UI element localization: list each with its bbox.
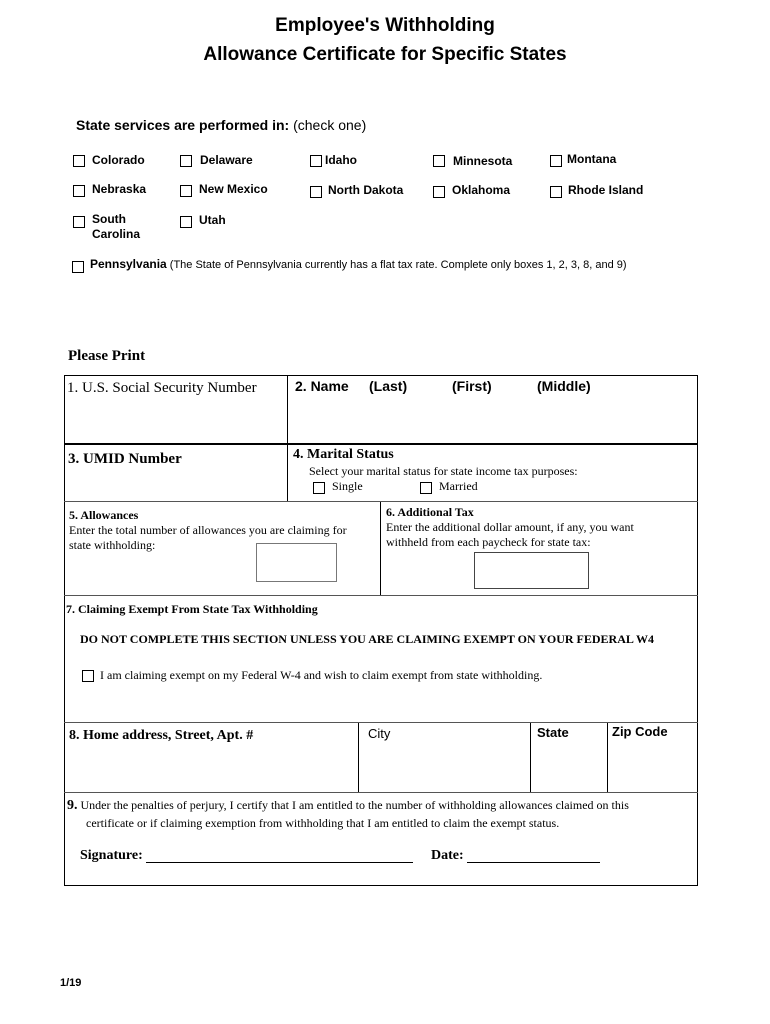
additional-tax-label: 6. Additional Tax (386, 505, 474, 519)
marital-label: 4. Marital Status (293, 447, 394, 462)
checkbox-nebraska[interactable] (73, 185, 85, 197)
marital-single-label: Single (332, 479, 363, 493)
checkbox-colorado[interactable] (73, 155, 85, 167)
checkbox-marital-single[interactable] (313, 482, 325, 494)
name-last-label: (Last) (369, 378, 408, 394)
exempt-label: 7. Claiming Exempt From State Tax Withholding (66, 602, 318, 616)
certification-number: 9. (67, 798, 78, 813)
state-label-idaho: Idaho (325, 153, 357, 167)
states-heading (76, 117, 366, 133)
allowances-label: 5. Allowances (69, 508, 139, 522)
additional-tax-desc-line1: Enter the additional dollar amount, if any, you want (386, 520, 634, 534)
name-label: 2. Name (295, 378, 349, 394)
divider-row3 (64, 595, 698, 596)
certification-text-line2: certificate or if claiming exemption from withholding that I am entitled to claim the exempt status. (86, 816, 560, 830)
state-label-south-carolina (92, 212, 140, 242)
form-title-line1: Employee's Withholding (275, 15, 495, 36)
divider-row4 (64, 722, 698, 723)
divider-ssn-name (287, 375, 288, 444)
checkbox-south-carolina[interactable] (73, 216, 85, 228)
city-label: City (368, 726, 391, 741)
state-label-delaware: Delaware (200, 153, 253, 167)
address-label: 8. Home address, Street, Apt. # (69, 728, 254, 743)
additional-tax-input[interactable] (474, 552, 589, 589)
checkbox-rhode-island[interactable] (550, 186, 562, 198)
checkbox-minnesota[interactable] (433, 155, 445, 167)
state-label-utah: Utah (199, 213, 226, 227)
checkbox-oklahoma[interactable] (433, 186, 445, 198)
divider-row1 (64, 443, 698, 445)
state-label-minnesota: Minnesota (453, 154, 513, 168)
states-heading-bold: State services are performed in: (76, 117, 290, 133)
page-code: 1/19 (60, 977, 82, 989)
additional-tax-desc-line2: withheld from each paycheck for state tax: (386, 535, 591, 549)
signature-label: Signature: (80, 848, 143, 863)
divider-umid-marital (287, 444, 288, 501)
checkbox-delaware[interactable] (180, 155, 192, 167)
checkbox-idaho[interactable] (310, 155, 322, 167)
form-title-line2: Allowance Certificate for Specific States (203, 44, 567, 65)
state-label-new-mexico: New Mexico (199, 182, 268, 196)
divider-address-city (358, 723, 359, 792)
marital-desc: Select your marital status for state income tax purposes: (309, 464, 578, 478)
pennsylvania-note: (The State of Pennsylvania currently has a flat tax rate. Complete only boxes 1, 2, 3, 8, and 9) (169, 259, 627, 271)
states-heading-note: (check one) (293, 117, 367, 133)
please-print-label: Please Print (68, 348, 146, 364)
state-label-nebraska: Nebraska (92, 182, 147, 196)
state-label-oklahoma: Oklahoma (452, 183, 511, 197)
state-field-label: State (537, 725, 569, 740)
state-label-north-dakota: North Dakota (328, 183, 404, 197)
date-label: Date: (431, 848, 464, 863)
checkbox-pennsylvania[interactable] (72, 261, 84, 273)
state-label-colorado: Colorado (92, 153, 145, 167)
divider-row2 (64, 501, 698, 502)
marital-married-label: Married (439, 479, 478, 493)
ssn-label: 1. U.S. Social Security Number (67, 380, 257, 396)
divider-city-state (530, 723, 531, 792)
checkbox-marital-married[interactable] (420, 482, 432, 494)
divider-row5 (64, 792, 698, 793)
checkbox-claim-exempt[interactable] (82, 670, 94, 682)
state-label-montana: Montana (567, 152, 617, 166)
allowances-desc-line1: Enter the total number of allowances you are claiming for (69, 523, 347, 537)
checkbox-montana[interactable] (550, 155, 562, 167)
exempt-checkbox-text: I am claiming exempt on my Federal W-4 and wish to claim exempt from state withholding. (100, 668, 543, 682)
exempt-warning: DO NOT COMPLETE THIS SECTION UNLESS YOU ARE CLAIMING EXEMPT ON YOUR FEDERAL W4 (80, 632, 654, 646)
pennsylvania-row (90, 257, 627, 271)
zip-code-label: Zip Code (612, 724, 668, 739)
divider-allowances-tax (380, 502, 381, 596)
state-label-pennsylvania: Pennsylvania (90, 257, 167, 271)
certification-line1 (67, 798, 629, 814)
name-middle-label: (Middle) (537, 378, 591, 394)
umid-label: 3. UMID Number (68, 451, 182, 467)
state-label-south-carolina-line2: Carolina (92, 227, 141, 241)
divider-state-zip (607, 723, 608, 792)
allowances-input[interactable] (256, 543, 337, 582)
state-label-rhode-island: Rhode Island (568, 183, 644, 197)
checkbox-north-dakota[interactable] (310, 186, 322, 198)
signature-line[interactable] (146, 862, 413, 863)
name-first-label: (First) (452, 378, 492, 394)
date-line[interactable] (467, 862, 600, 863)
allowances-desc-line2: state withholding: (69, 538, 156, 552)
state-label-south-carolina-line1: South (92, 212, 126, 226)
certification-text-line1: Under the penalties of perjury, I certify that I am entitled to the number of withholding allowances claimed on this (80, 798, 629, 812)
checkbox-new-mexico[interactable] (180, 185, 192, 197)
checkbox-utah[interactable] (180, 216, 192, 228)
